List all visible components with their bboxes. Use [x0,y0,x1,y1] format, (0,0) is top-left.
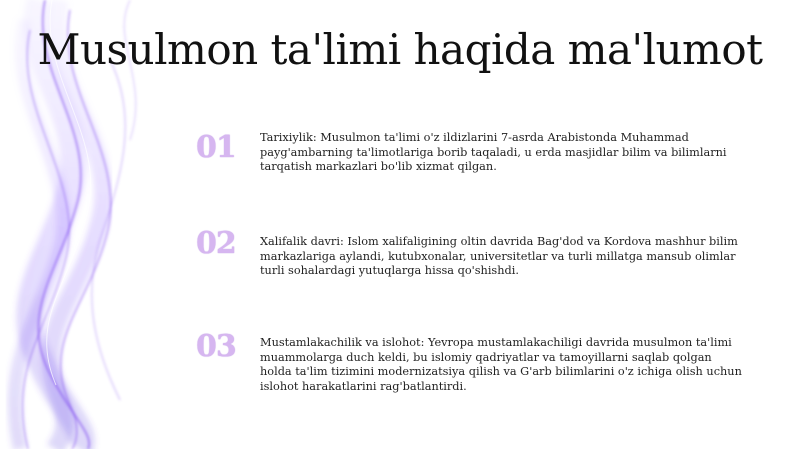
item-number: 01 [196,130,236,165]
item-text: Tarixiylik: Musulmon ta'limi o'z ildizlarini 7-asrda Arabistonda Muhammad payg'ambarning ta'limotlariga borib taqaladi, u erda masjidlar bilim va bilimlarni tarqatish markazlari bo'lib xizmat qilgan. [260,131,727,173]
page-title: Musulmon ta'limi haqida ma'lumot [37,25,763,74]
item-text: Xalifalik davri: Islom xalifaligining oltin davrida Bag'dod va Kordova mashhur bilim markazlariga aylandi, kutubxonalar, universitetlar va turli millatga mansub olimlar turli sohalardagi yutuqlarga hissa qo'shishdi. [260,235,738,277]
item-number: 02 [196,226,236,261]
item-text: Mustamlakachilik va islohot: Yevropa mustamlakachiligi davrida musulmon ta'limi muammolarga duch keldi, bu islomiy qadriyatlar va tamoyillarni saqlab qolgan holda ta'lim tizimini modernizatsiya qilish va G'arb bilimlarini o'z ichiga olish uchun islohot harakatlarini rag'batlantirdi. [260,336,742,393]
item-number: 03 [196,329,236,364]
